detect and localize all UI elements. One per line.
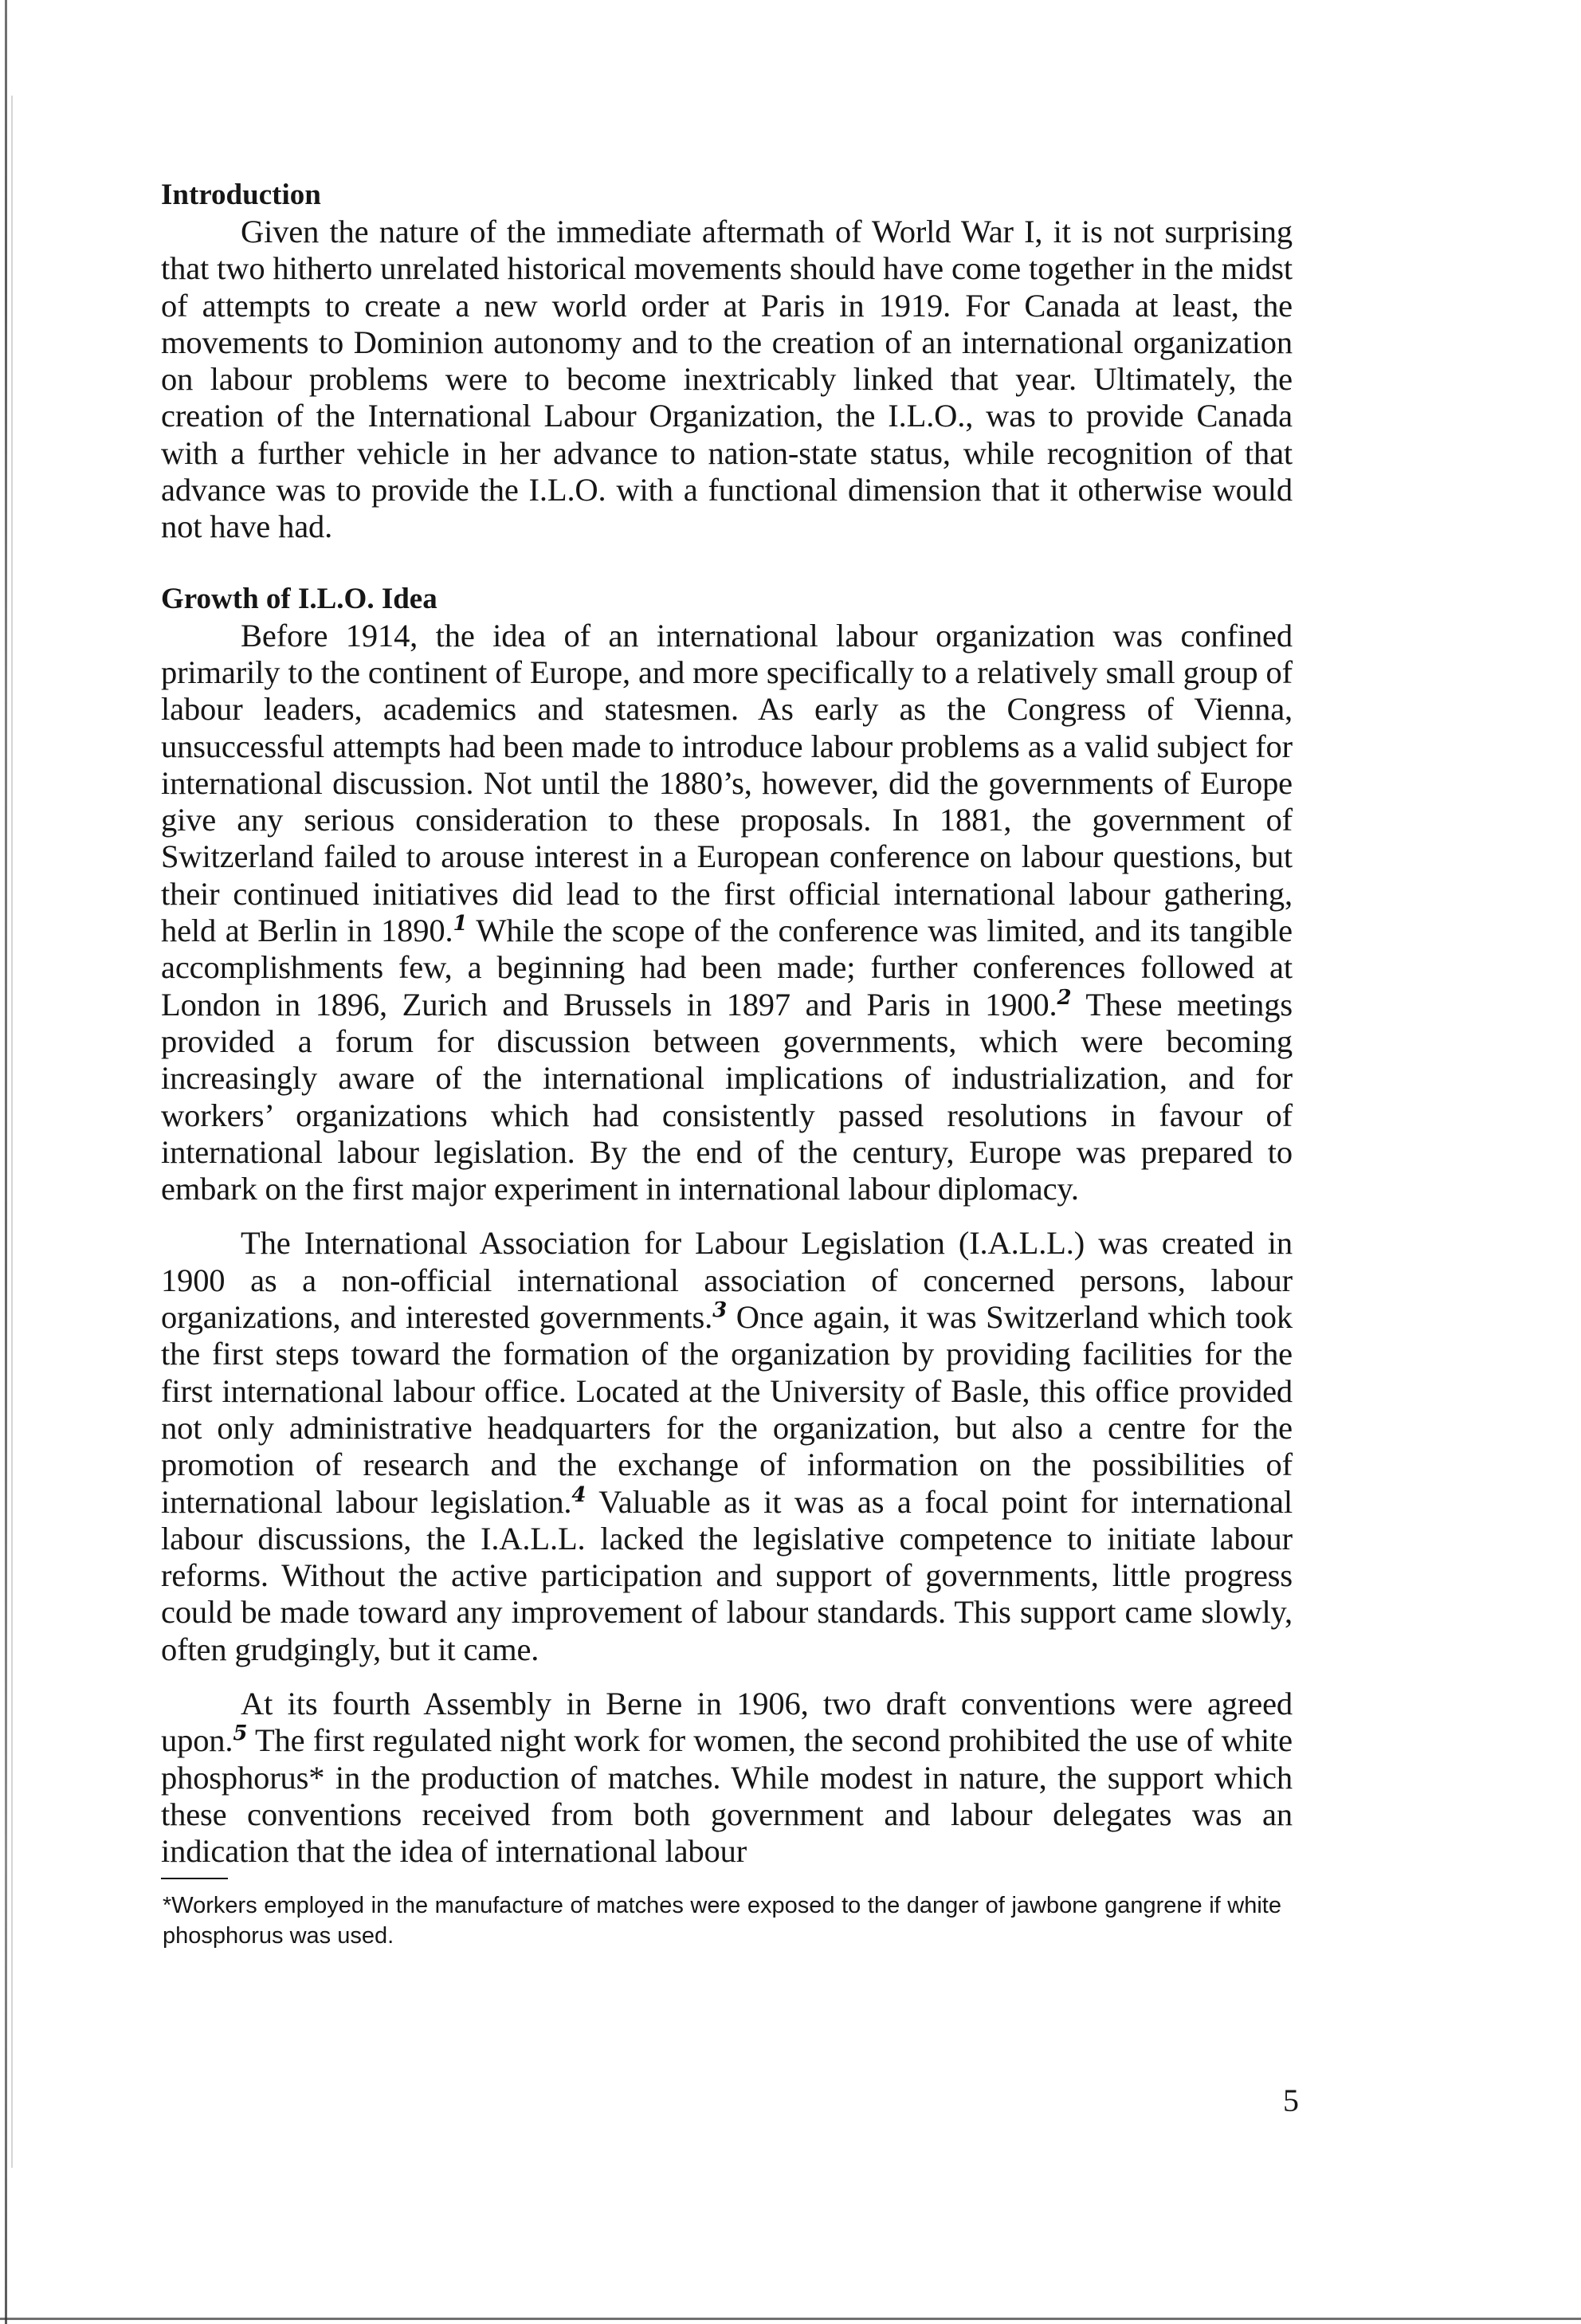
growth-paragraph-3 [161, 1686, 1293, 1870]
growth-paragraph-1 [161, 618, 1293, 1208]
growth-p3-text-b: The first regulated night work for women, the second prohibited the use of white phosphorus* in the production of matches. While modest in nature, the support which these conventions received from both government and labour delegates was an indication that the idea of international labour [161, 1722, 1293, 1870]
growth-p2-text-b: Once again, it was Switzerland which took the first steps toward the formation of the organization by providing facilities for the first international labour office. Located at the University of Basle, this office provided not only administrative headquarters for the organization, but also a centre for the promotion of research and the exchange of information on the possibilities of international labour legislation. [161, 1299, 1293, 1520]
footnote-text: *Workers employed in the manufacture of matches were exposed to the danger of jawbone gangrene if white phosphorus was used. [163, 1893, 1281, 1949]
footnote-marker-3: 3 [712, 1298, 728, 1323]
page-content [161, 177, 1293, 1951]
introduction-paragraph [161, 214, 1293, 546]
growth-p1-text-a: Before 1914, the idea of an international labour organization was confined primarily to the continent of Europe, and more specifically to a relatively small group of labour leaders, academics and statesmen. As early as the Congress of Vienna, unsuccessful attempts had been made to introduce labour problems as a valid subject for international discussion. Not until the 1880’s, however, did the governments of Europe give any serious consideration to these proposals. In 1881, the government of Switzerland failed to arouse interest in a European conference on labour questions, but their continued initiatives did lead to the first official international labour gathering, held at Berlin in 1890. [161, 617, 1293, 949]
growth-p1-text-c: These meetings provided a forum for discussion between governments, which were becoming increasingly aware of the international implications of industrialization, and for workers’ organizations which had consistently passed resolutions in favour of international labour legislation. By the end of the century, Europe was prepared to embark on the first major experiment in international labour diplomacy. [161, 986, 1293, 1207]
section-heading-introduction: Introduction [161, 179, 321, 211]
introduction-text: Given the nature of the immediate aftermath of World War I, it is not surprising that two hitherto unrelated historical movements should have come together in the midst of attempts to create a new world order at Paris in 1919. For Canada at least, the movements to Dominion autonomy and to the creation of an international organization on labour problems were to become inextricably linked that year. Ultimately, the creation of the International Labour Organization, the I.L.O., was to provide Canada with a further vehicle in her advance to nation-state status, while recognition of that advance was to provide the I.L.O. with a functional dimension that it otherwise would not have had. [161, 214, 1293, 545]
page-number: 5 [1283, 2083, 1299, 2118]
scan-edge-left [5, 0, 7, 2324]
scan-edge-shadow [11, 96, 13, 2168]
footnote-marker-1: 1 [453, 912, 468, 936]
growth-p3-text-a: At its fourth Assembly in Berne in 1906, two draft conventions were agreed upon. [161, 1685, 1293, 1759]
footnote-divider [161, 1878, 228, 1879]
section-heading-growth: Growth of I.L.O. Idea [161, 582, 437, 615]
growth-p2-text-a: The International Association for Labour Legislation (I.A.L.L.) was created in 1900 as a non-official international association of concerned persons, labour organizations, and interested governments. [161, 1225, 1293, 1336]
growth-p1-text-b: While the scope of the conference was limited, and its tangible accomplishments few, a beginning had been made; further conferences followed at London in 1896, Zurich and Brussels in 1897 and Paris in 1900. [161, 913, 1293, 1023]
footnote-marker-4: 4 [571, 1482, 586, 1507]
growth-p2-text-c: Valuable as it was as a focal point for international labour discussions, the I.A.L.L. lacked the legislative competence to initiate labour reforms. Without the active participation and support of governments, little progress could be made toward any improvement of labour standards. This support came slowly, often grudgingly, but it came. [161, 1483, 1293, 1667]
footnote-marker-5: 5 [233, 1721, 248, 1746]
growth-paragraph-2 [161, 1225, 1293, 1668]
footnote-marker-2: 2 [1057, 985, 1072, 1010]
scan-edge-bottom [0, 2318, 1581, 2320]
